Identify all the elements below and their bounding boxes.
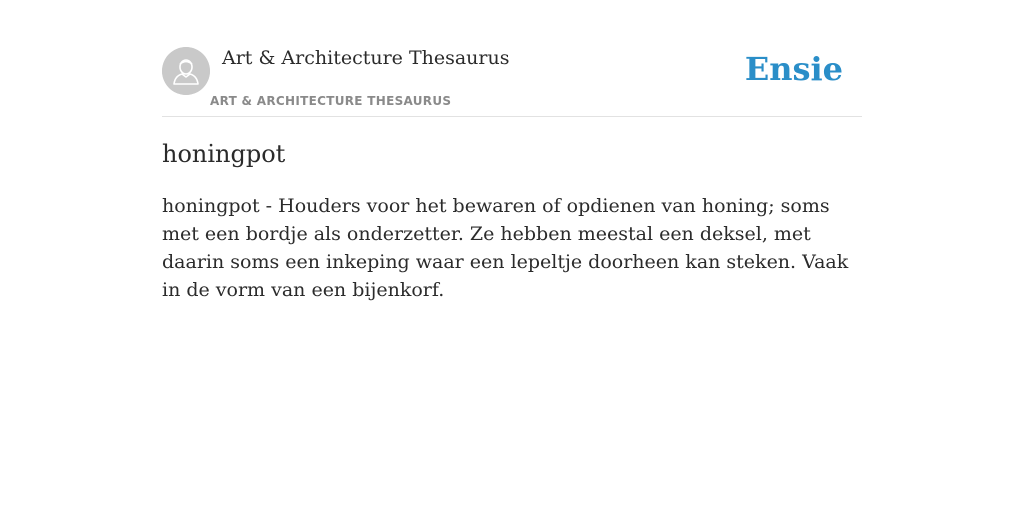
entry-term: honingpot (162, 140, 286, 168)
source-subtitle[interactable]: ART & ARCHITECTURE THESAURUS (210, 94, 452, 108)
user-avatar-icon[interactable] (162, 47, 210, 95)
source-title[interactable]: Art & Architecture Thesaurus (222, 47, 510, 69)
source-header (162, 40, 862, 117)
ensie-logo[interactable]: Ensie (744, 50, 843, 88)
entry-definition: honingpot - Houders voor het bewaren of opdienen van honing; soms met een bordje als onderzetter. Ze hebben meestal een deksel, met daarin soms een inkeping waar een lepeltje doorheen kan steken. Vaak in de vorm van een bijenkorf. (162, 195, 849, 301)
